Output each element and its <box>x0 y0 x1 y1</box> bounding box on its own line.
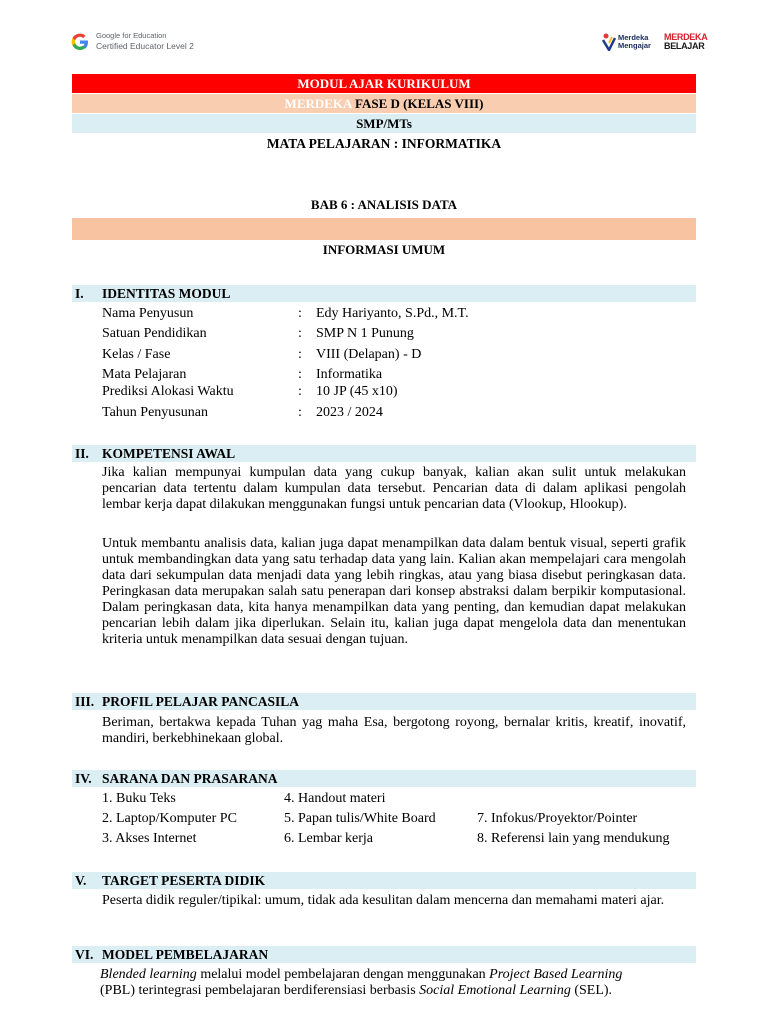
section-header-identitas <box>72 285 696 302</box>
identitas-sep: : <box>298 367 302 382</box>
section-title: IDENTITAS MODUL <box>102 286 231 301</box>
info-umum-title: INFORMASI UMUM <box>322 242 446 257</box>
identitas-row <box>102 404 696 422</box>
model-text-2: (PBL) terintegrasi pembelajaran berdiferensiasi berbasis <box>100 983 420 998</box>
mm-line2: Mengajar <box>618 41 651 50</box>
section-header-profil <box>72 693 696 710</box>
google-line2: Certified Educator Level 2 <box>96 41 194 51</box>
model-text: melalui model pembelajaran dengan menggunakan <box>196 967 490 982</box>
google-g-icon <box>70 32 90 52</box>
section-header-model <box>72 946 696 963</box>
sarana-item: 5. Papan tulis/White Board <box>284 811 436 826</box>
model-blended: Blended learning <box>100 967 197 982</box>
section-number: VI. <box>75 947 94 962</box>
model-paragraph <box>100 967 684 999</box>
identitas-sep: : <box>298 405 302 420</box>
identitas-value: SMP N 1 Punung <box>316 326 414 341</box>
sarana-item: 3. Akses Internet <box>102 831 197 846</box>
section-title: PROFIL PELAJAR PANCASILA <box>102 694 300 709</box>
google-certified-label <box>96 31 194 51</box>
sarana-item: 2. Laptop/Komputer PC <box>102 811 237 826</box>
identitas-row <box>102 346 696 364</box>
sarana-item: 6. Lembar kerja <box>284 831 374 846</box>
identitas-row <box>102 383 696 401</box>
page-header <box>70 28 708 58</box>
merdeka-belajar-logo <box>664 33 707 51</box>
model-sel: Social Emotional Learning <box>419 983 571 998</box>
identitas-value: 2023 / 2024 <box>316 405 383 420</box>
model-pbl: Project Based Learning <box>489 967 623 982</box>
identitas-sep: : <box>298 347 302 362</box>
section-title: SARANA DAN PRASARANA <box>102 771 278 786</box>
title-band-peach <box>72 94 696 113</box>
section-number: II. <box>75 446 89 461</box>
merdeka-mengajar-icon <box>602 33 616 51</box>
identitas-value: 10 JP (45 x10) <box>316 384 398 399</box>
identitas-row <box>102 366 696 384</box>
target-paragraph: Peserta didik reguler/tipikal: umum, tidak ada kesulitan dalam mencerna dan memahami materi ajar. <box>102 893 665 908</box>
profil-paragraph: Beriman, bertakwa kepada Tuhan yag maha Esa, bergotong royong, bernalar kritis, kreatif, inovatif, mandiri, berkebhinekaan global. <box>102 715 686 746</box>
model-text-3: (SEL). <box>570 983 613 998</box>
identitas-key: Mata Pelajaran <box>102 367 187 382</box>
section-number: I. <box>75 286 84 301</box>
section-header-kompetensi <box>72 445 696 462</box>
section-header-target <box>72 872 696 889</box>
section-title: KOMPETENSI AWAL <box>102 446 236 461</box>
section-title: TARGET PESERTA DIDIK <box>102 873 266 888</box>
mm-line1: Merdeka <box>618 33 649 42</box>
identitas-row <box>102 305 696 323</box>
identitas-row <box>102 325 696 343</box>
section-number: IV. <box>75 771 92 786</box>
kompetensi-paragraph-1: Jika kalian mempunyai kumpulan data yang cukup banyak, kalian akan sulit untuk melakukan pencarian data tertentu dalam kumpulan data tersebut. Pencarian data di dalam aplikasi pengolah lembar kerja dapat dilakukan menggunakan fungsi untuk pencarian data (Vlookup, Hlookup). <box>102 465 686 512</box>
sarana-item: 8. Referensi lain yang mendukung <box>477 831 670 846</box>
google-line1: Google for Education <box>96 31 167 40</box>
sarana-item: 7. Infokus/Proyektor/Pointer <box>477 811 638 826</box>
mb-line1: MERDEKA <box>664 32 708 42</box>
sarana-item: 4. Handout materi <box>284 791 386 806</box>
title-band-red: MODUL AJAR KURIKULUM <box>72 74 696 93</box>
mb-line2: BELAJAR <box>664 41 705 51</box>
sarana-item: 1. Buku Teks <box>102 791 176 806</box>
identitas-value: VIII (Delapan) - D <box>316 347 422 362</box>
kompetensi-paragraph-2: Untuk membantu analisis data, kalian juga dapat menampilkan data dalam bentuk visual, seperti grafik untuk membandingkan data yang satu terhadap data yang lain. Kalian akan mempelajari cara mengolah data dari sekumpulan data menjadi data yang lebih ringkas, atau yang biasa disebut peringkasan data. Peringkasan data merupakan salah satu penerapan dari konsep abstraksi dalam berpikir komputasional. Dalam peringkasan data, kita hanya menampilkan data yang penting, dan kemudian dapat melakukan pencarian lebih dalam jika diperlukan. Selain itu, kalian juga dapat mengelola data dan menentukan kriteria untuk menampilkan data sesuai dengan tujuan. <box>102 536 686 647</box>
identitas-sep: : <box>298 326 302 341</box>
identitas-sep: : <box>298 306 302 321</box>
identitas-key: Prediksi Alokasi Waktu <box>102 384 234 399</box>
identitas-key: Kelas / Fase <box>102 347 171 362</box>
merdeka-mengajar-logo <box>618 34 651 50</box>
identitas-value: Informatika <box>316 367 383 382</box>
section-header-sarana <box>72 770 696 787</box>
title-band-blue: SMP/MTs <box>72 114 696 133</box>
identitas-key: Tahun Penyusunan <box>102 405 208 420</box>
chapter-divider-bar <box>72 218 696 240</box>
identitas-value: Edy Hariyanto, S.Pd., M.T. <box>316 306 469 321</box>
identitas-key: Satuan Pendidikan <box>102 326 207 341</box>
section-number: III. <box>75 694 95 709</box>
title-ghost-text: MERDEKA <box>284 96 352 111</box>
title-fase: FASE D (KELAS VIII) <box>354 96 484 111</box>
identitas-sep: : <box>298 384 302 399</box>
section-number: V. <box>75 873 87 888</box>
identitas-key: Nama Penyusun <box>102 306 194 321</box>
chapter-title: BAB 6 : ANALISIS DATA <box>310 197 458 212</box>
subject-title: MATA PELAJARAN : INFORMATIKA <box>72 134 696 154</box>
section-title: MODEL PEMBELAJARAN <box>102 947 269 962</box>
